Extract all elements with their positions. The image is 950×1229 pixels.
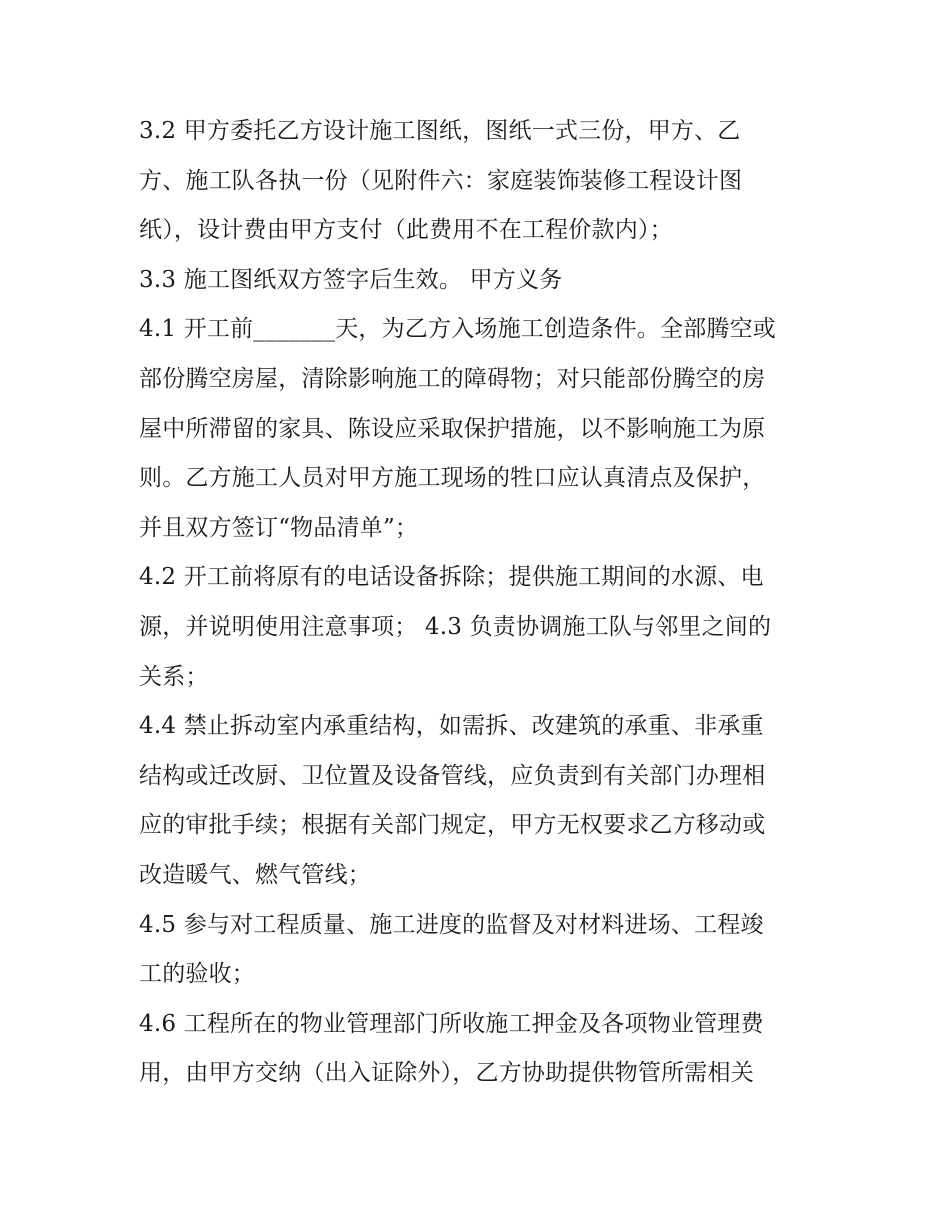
text-line: 4.6 工程所在的物业管理部门所收施工押金及各项物业管理费 [139,1010,764,1037]
text-line: 工的验收； [139,961,255,988]
text-line: 方、施工队各执一份（见附件六：家庭装饰装修工程设计图 [139,167,743,194]
text-line: 4.4 禁止拆动室内承重结构，如需拆、改建筑的承重、非承重 [139,713,764,740]
text-line: 则。乙方施工人员对甲方施工现场的牲口应认真清点及保护， [139,465,766,492]
text-line: 4.2 开工前将原有的电话设备拆除；提供施工期间的水源、电 [139,564,764,591]
document-body [139,107,819,1099]
text-line: 3.2 甲方委托乙方设计施工图纸，图纸一式三份，甲方、乙 [139,118,741,144]
text-line: 并且双方签订“物品清单”； [139,514,419,541]
text-line: 部份腾空房屋，清除影响施工的障碍物；对只能部份腾空的房 [139,365,766,392]
text-line: 屋中所滞留的家具、陈设应采取保护措施，以不影响施工为原 [139,415,766,442]
text-line: 4.5 参与对工程质量、施工进度的监督及对材料进场、工程竣 [139,911,764,938]
text-line: 用，由甲方交纳（出入证除外），乙方协助提供物管所需相关 [139,1060,754,1087]
text-line: 3.3 施工图纸双方签字后生效。 甲方义务 [139,266,563,293]
text-line: 结构或迁改厨、卫位置及设备管线，应负责到有关部门办理相 [139,762,766,789]
text-line: 应的审批手续；根据有关部门规定，甲方无权要求乙方移动或 [139,812,766,839]
text-line: 纸），设计费由甲方支付（此费用不在工程价款内）； [139,217,673,244]
text-line: 改造暖气、燃气管线； [139,861,371,888]
text-line: 4.1 开工前_______天，为乙方入场施工创造条件。全部腾空或 [139,316,776,343]
text-line: 关系； [139,663,209,690]
text-line: 源，并说明使用注意事项； 4.3 负责协调施工队与邻里之间的 [139,613,772,640]
